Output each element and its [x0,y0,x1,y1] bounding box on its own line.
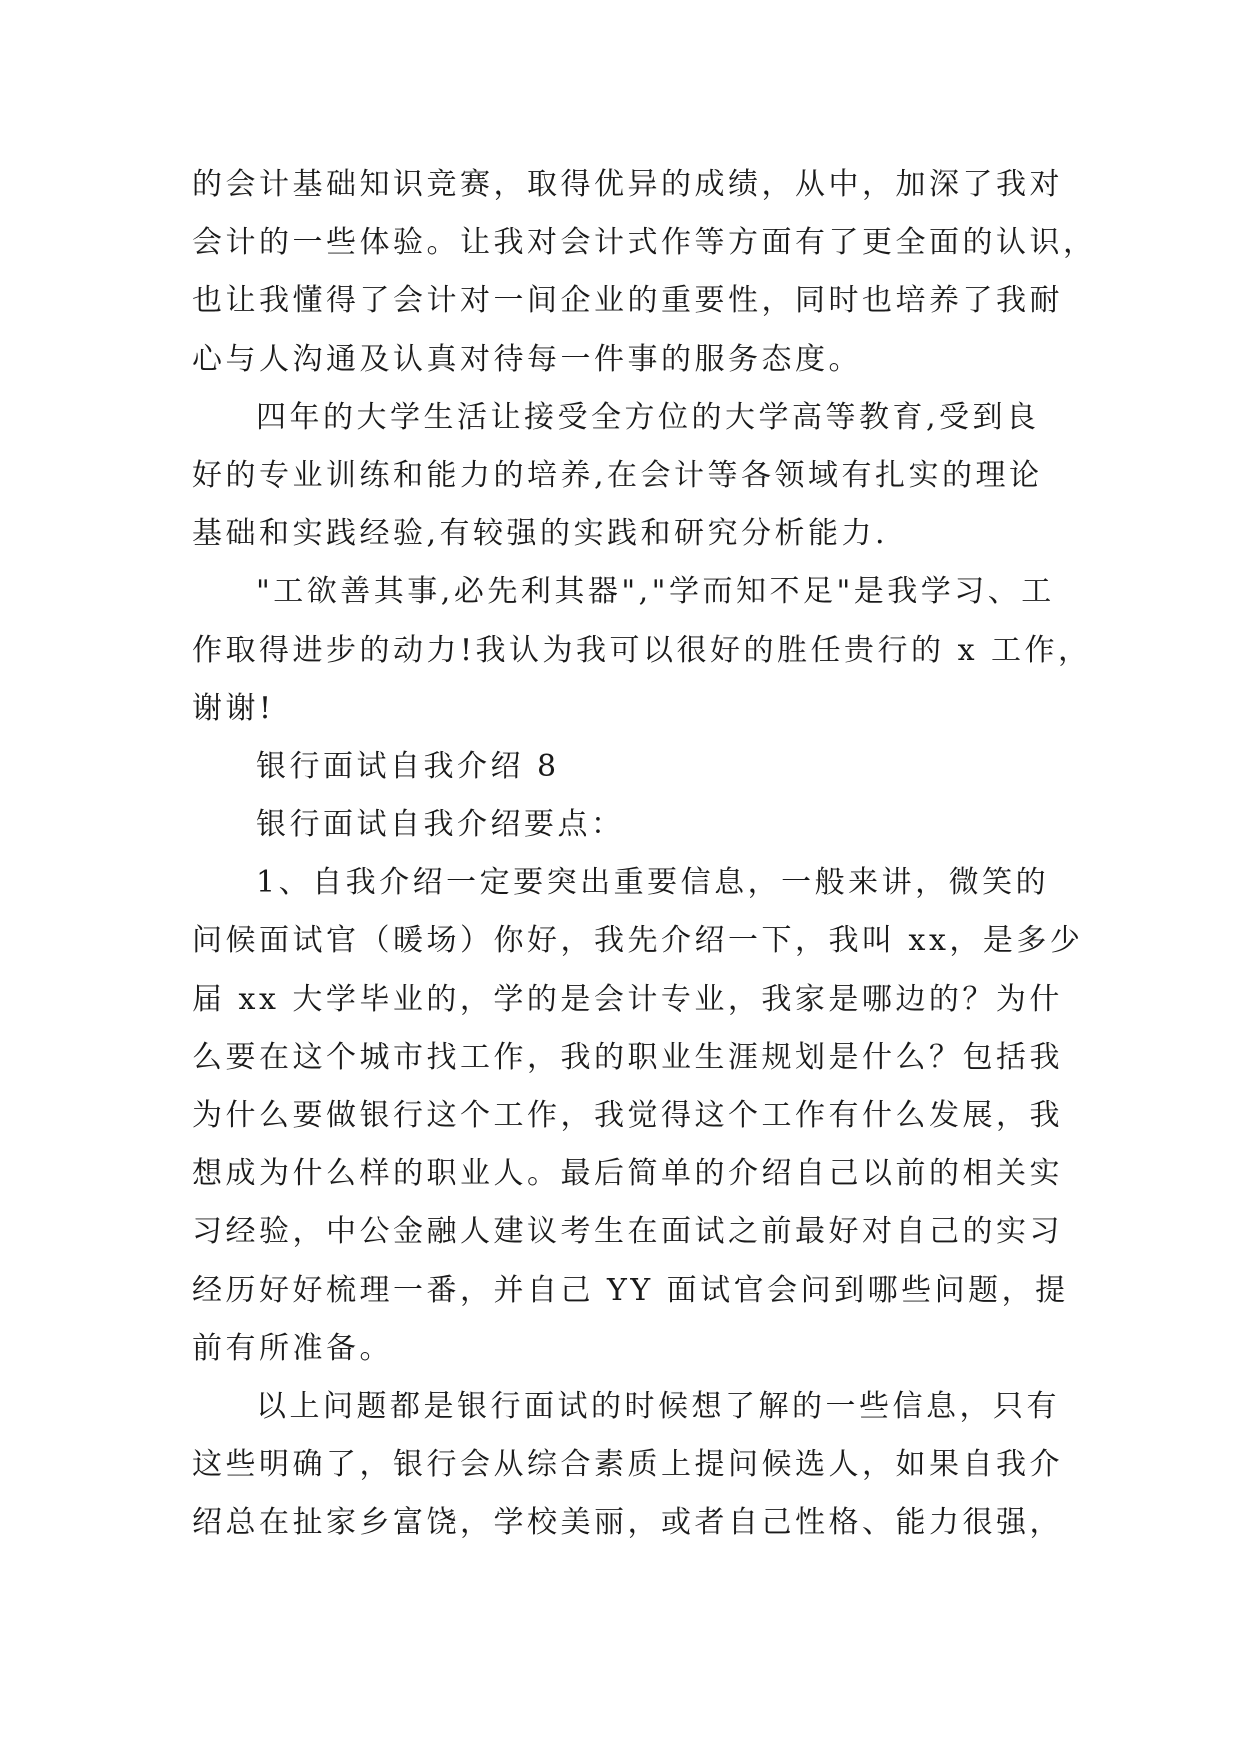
text-line: 想成为什么样的职业人。最后简单的介绍自己以前的相关实 [192,1156,1063,1192]
text-line: 绍总在扯家乡富饶，学校美丽，或者自己性格、能力很强， [192,1505,1063,1541]
text-line: 作取得进步的动力!我认为我可以很好的胜任贵行的 x 工作， [192,632,1092,668]
document-body [192,156,1097,1553]
text-line: 也让我懂得了会计对一间企业的重要性，同时也培养了我耐 [192,283,1063,319]
text-line: 届 xx 大学毕业的，学的是会计专业，我家是哪边的？为什 [192,981,1063,1017]
text-line: 以上问题都是银行面试的时候想了解的一些信息，只有 [256,1388,1060,1424]
text-line: "工欲善其事,必先利其器","学而知不足"是我学习、工 [256,574,1055,610]
text-line: 问候面试官（暖场）你好，我先介绍一下，我叫 xx，是多少 [192,923,1084,959]
text-line: 前有所准备。 [192,1330,393,1366]
text-line: 习经验，中公金融人建议考生在面试之前最好对自己的实习 [192,1214,1063,1250]
text-line: 心与人沟通及认真对待每一件事的服务态度。 [192,341,862,377]
text-line: 好的专业训练和能力的培养,在会计等各领域有扎实的理论 [192,457,1043,493]
text-line: 么要在这个城市找工作，我的职业生涯规划是什么？包括我 [192,1039,1063,1075]
text-line: 会计的一些体验。让我对会计式作等方面有了更全面的认识， [192,225,1097,261]
text-line: 这些明确了，银行会从综合素质上提问候选人，如果自我介 [192,1447,1063,1483]
section-heading: 银行面试自我介绍 8 [256,748,560,784]
text-line: 1、自我介绍一定要突出重要信息，一般来讲，微笑的 [256,865,1050,901]
text-line: 经历好好梳理一番，并自己 YY 面试官会问到哪些问题，提 [192,1272,1069,1308]
text-line: 谢谢! [192,690,275,726]
text-line: 为什么要做银行这个工作，我觉得这个工作有什么发展，我 [192,1098,1063,1133]
text-line: 基础和实践经验,有较强的实践和研究分析能力. [192,516,889,552]
text-line: 四年的大学生活让接受全方位的大学高等教育,受到良 [256,399,1040,435]
text-line: 的会计基础知识竞赛，取得优异的成绩，从中，加深了我对 [192,167,1063,202]
section-subheading: 银行面试自我介绍要点： [256,807,625,843]
